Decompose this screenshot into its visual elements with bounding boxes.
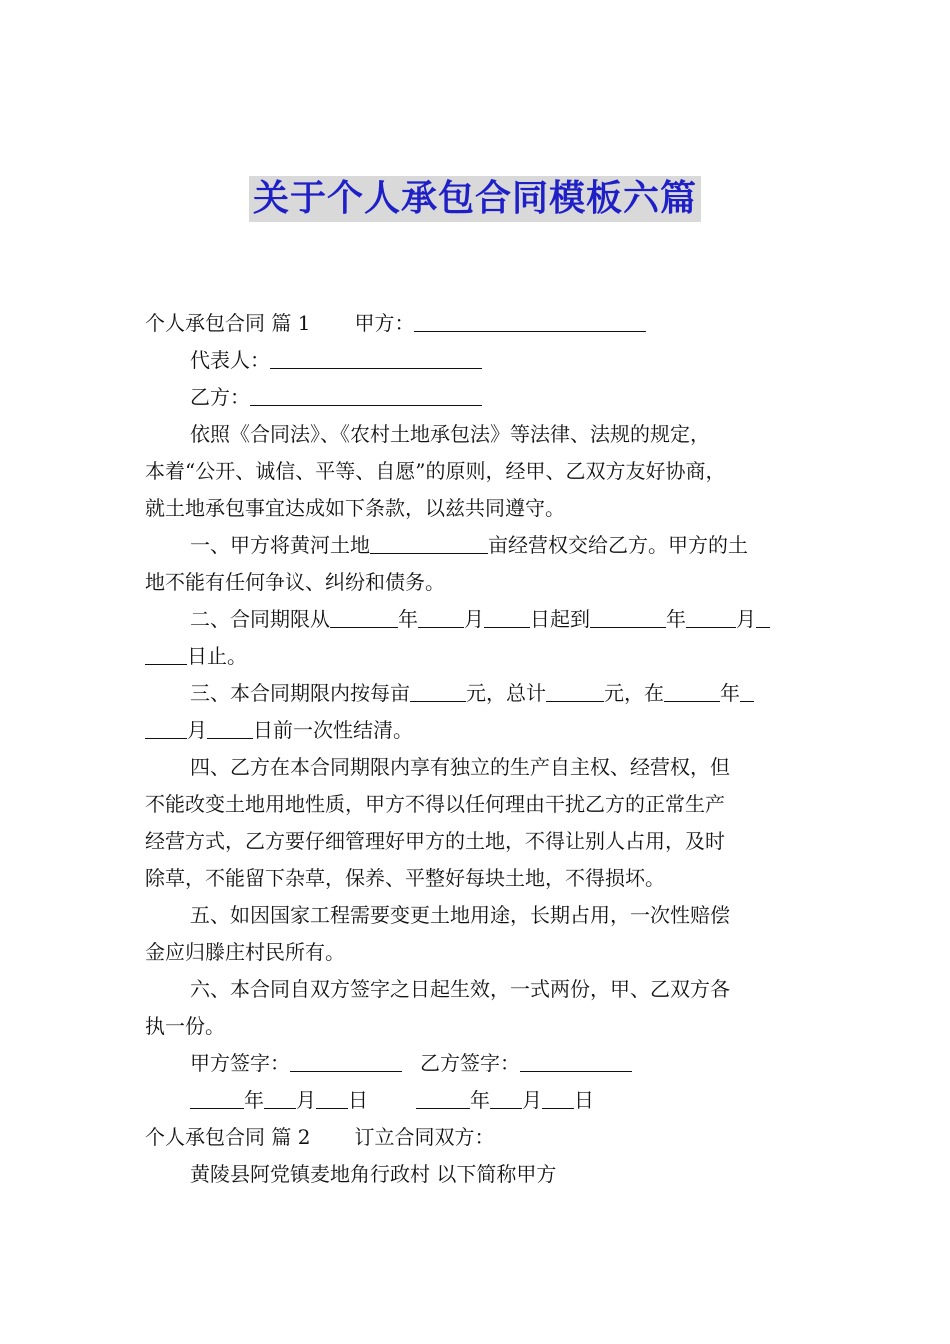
payment-month-blank-part-1 <box>740 679 754 702</box>
party-a-date-day-blank <box>316 1086 348 1109</box>
party-a-signature-label: 甲方签字： <box>190 1051 290 1075</box>
party-b-date-day-blank <box>542 1086 574 1109</box>
clause-3-line-1 <box>145 675 810 712</box>
end-year-blank <box>590 605 666 628</box>
section2-heading: 个人承包合同 篇 2 <box>145 1125 311 1149</box>
start-day-blank <box>484 605 530 628</box>
party-b-date-year-label: 年 <box>470 1088 490 1112</box>
price-per-mu-blank <box>410 679 466 702</box>
clause-2-end-month-label: 月 <box>736 607 756 631</box>
clause-3-month-label: 月 <box>187 718 207 742</box>
clause-3-text-b: 元，总计 <box>466 681 546 705</box>
party-a-date-day-label: 日 <box>348 1088 368 1112</box>
party-b-date-year-blank <box>416 1086 470 1109</box>
intro-paragraph-line-3: 就土地承包事宜达成如下条款，以兹共同遵守。 <box>145 496 565 520</box>
signature-line <box>145 1045 810 1082</box>
clause-5-line-2: 金应归滕庄村民所有。 <box>145 940 345 964</box>
payment-year-blank <box>664 679 720 702</box>
party-a-date-year-label: 年 <box>244 1088 264 1112</box>
clause-2-text-d: 日起到 <box>530 607 590 631</box>
clause-2-month-label: 月 <box>464 607 484 631</box>
party-b-signature-label: 乙方签字： <box>420 1051 520 1075</box>
end-day-blank-part-2 <box>145 642 187 665</box>
clause-3-text-a: 三、本合同期限内按每亩 <box>190 681 410 705</box>
end-month-blank <box>686 605 736 628</box>
section2-party-a-line: 黄陵县阿党镇麦地角行政村 以下简称甲方 <box>190 1162 557 1186</box>
party-b-date-month-label: 月 <box>522 1088 542 1112</box>
clause-1-line-1 <box>145 527 810 564</box>
party-b-label: 乙方： <box>190 385 250 409</box>
document-body <box>145 305 810 1193</box>
title-container <box>0 176 950 222</box>
representative-blank <box>270 346 482 369</box>
clause-1-text-b: 亩经营权交给乙方。甲方的土 <box>488 533 748 557</box>
clause-1-text-a: 一、甲方将黄河土地 <box>190 533 370 557</box>
clause-1-line-2: 地不能有任何争议、纠纷和债务。 <box>145 570 445 594</box>
clause-6-line-2: 执一份。 <box>145 1014 225 1038</box>
clause-2-text-a: 二、合同期限从 <box>190 607 330 631</box>
clause-2-year-label: 年 <box>398 607 418 631</box>
land-area-blank <box>370 531 488 554</box>
clause-4-line-3: 经营方式，乙方要仔细管理好甲方的土地，不得让别人占用，及时 <box>145 829 725 853</box>
total-amount-blank <box>546 679 604 702</box>
clause-3-line-2 <box>145 712 810 749</box>
party-b-blank <box>250 383 482 406</box>
intro-paragraph-line-2: 本着“公开、诚信、平等、自愿”的原则，经甲、乙双方友好协商， <box>145 459 726 483</box>
party-b-signature-blank <box>520 1049 632 1072</box>
clause-2-line-1 <box>145 601 810 638</box>
party-b-line <box>145 379 810 416</box>
clause-3-year-label: 年 <box>720 681 740 705</box>
clause-2-text-g: 日止。 <box>187 644 247 668</box>
payment-month-blank-part-2 <box>145 716 187 739</box>
party-a-date-year-blank <box>190 1086 244 1109</box>
clause-5-line-1: 五、如因国家工程需要变更土地用途，长期占用，一次性赔偿 <box>190 903 730 927</box>
clause-2-line-2 <box>145 638 810 675</box>
party-b-date-day-label: 日 <box>574 1088 594 1112</box>
section1-heading-line <box>145 305 810 342</box>
document-title: 关于个人承包合同模板六篇 <box>249 176 701 222</box>
intro-paragraph-line-1: 依照《合同法》、《农村土地承包法》等法律、法规的规定， <box>190 422 710 446</box>
clause-3-text-f: 日前一次性结清。 <box>253 718 413 742</box>
clause-4-line-2: 不能改变土地用地性质，甲方不得以任何理由干扰乙方的正常生产 <box>145 792 725 816</box>
party-b-date-month-blank <box>490 1086 522 1109</box>
clause-4-line-4: 除草，不能留下杂草，保养、平整好每块土地，不得损坏。 <box>145 866 665 890</box>
clause-2-end-year-label: 年 <box>666 607 686 631</box>
clause-6-line-1: 六、本合同自双方签字之日起生效，一式两份，甲、乙双方各 <box>190 977 730 1001</box>
section1-heading: 个人承包合同 篇 1 <box>145 311 311 335</box>
end-day-blank-part-1 <box>756 605 770 628</box>
payment-day-blank <box>207 716 253 739</box>
representative-line <box>145 342 810 379</box>
clause-4-line-1: 四、乙方在本合同期限内享有独立的生产自主权、经营权，但 <box>190 755 730 779</box>
start-year-blank <box>330 605 398 628</box>
signature-date-line <box>145 1082 810 1119</box>
section2-heading-line <box>145 1119 810 1156</box>
party-a-date-month-blank <box>264 1086 296 1109</box>
clause-3-text-c: 元，在 <box>604 681 664 705</box>
party-a-blank <box>414 309 646 332</box>
start-month-blank <box>418 605 464 628</box>
party-a-label: 甲方： <box>354 311 415 335</box>
party-a-signature-blank <box>290 1049 402 1072</box>
party-a-date-month-label: 月 <box>296 1088 316 1112</box>
contract-parties-label: 订立合同双方： <box>354 1125 495 1149</box>
representative-label: 代表人： <box>190 348 270 372</box>
